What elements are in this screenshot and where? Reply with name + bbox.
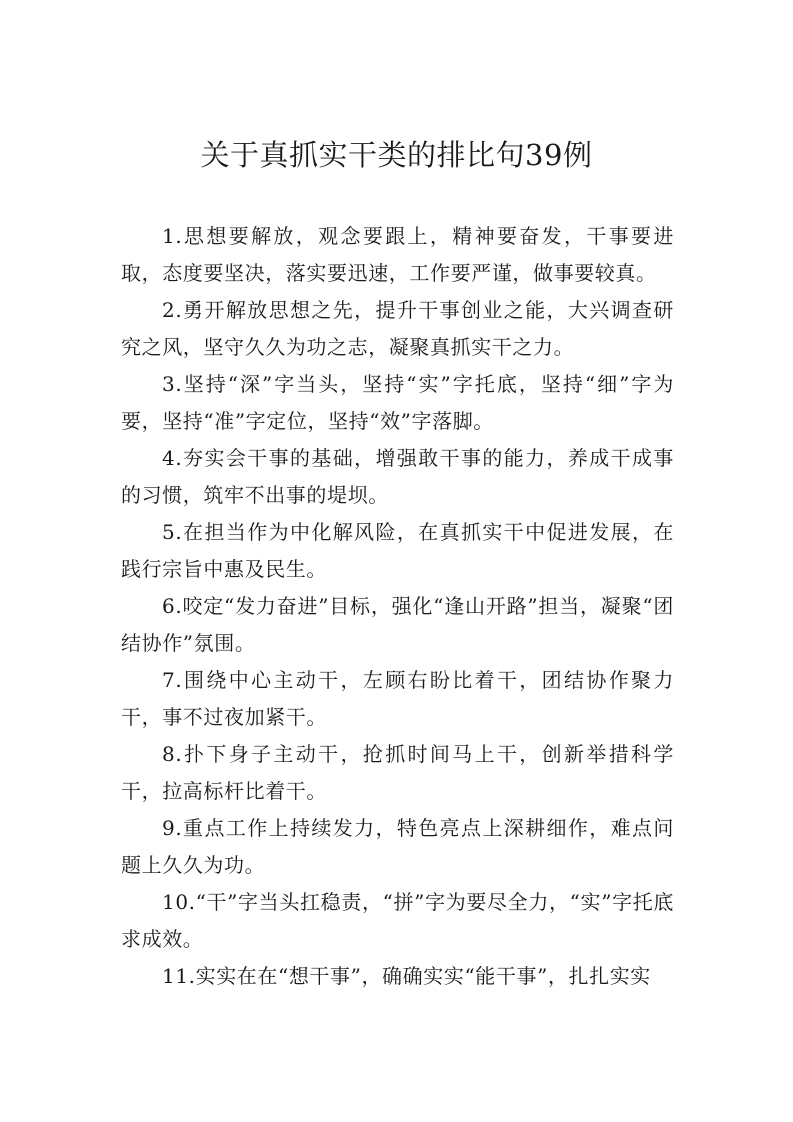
paragraph: 6.咬定“发力奋进”目标，强化“逢山开路”担当，凝聚“团结协作”氛围。	[121, 594, 674, 655]
paragraph: 3.坚持“深”字当头，坚持“实”字托底，坚持“细”字为要，坚持“准”字定位，坚持“效”字落脚。	[121, 372, 674, 433]
paragraph: 9.重点工作上持续发力，特色亮点上深耕细作，难点问题上久久为功。	[121, 816, 674, 877]
paragraph: 4.夯实会干事的基础，增强敢干事的能力，养成干成事的习惯，筑牢不出事的堤坝。	[121, 446, 674, 507]
paragraph: 10.“干”字当头扛稳责，“拼”字为要尽全力，“实”字托底求成效。	[121, 890, 674, 951]
paragraph: 7.围绕中心主动干，左顾右盼比着干，团结协作聚力干，事不过夜加紧干。	[121, 668, 674, 729]
paragraph: 2.勇开解放思想之先，提升干事创业之能，大兴调查研究之风，坚守久久为功之志，凝聚真抓实干之力。	[121, 298, 674, 359]
document-body	[121, 218, 674, 995]
document-title: 关于真抓实干类的排比句39例	[200, 138, 593, 172]
paragraph: 11.实实在在“想干事”，确确实实“能干事”，扎扎实实	[162, 964, 651, 988]
paragraph: 5.在担当作为中化解风险，在真抓实干中促进发展，在践行宗旨中惠及民生。	[121, 520, 674, 581]
paragraph: 8.扑下身子主动干，抢抓时间马上干，创新举措科学干，拉高标杆比着干。	[121, 742, 674, 803]
paragraph: 1.思想要解放，观念要跟上，精神要奋发，干事要进取，态度要坚决，落实要迅速，工作要严谨，做事要较真。	[121, 224, 674, 285]
